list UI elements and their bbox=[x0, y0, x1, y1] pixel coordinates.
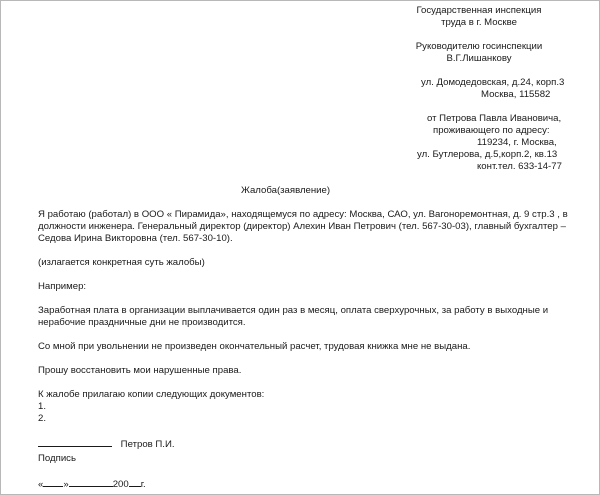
attachments-intro: К жалобе прилагаю копии следующих документов: bbox=[38, 389, 265, 400]
header-line-6: Москва, 115582 bbox=[481, 89, 551, 100]
header-line-7: от Петрова Павла Ивановича, bbox=[427, 113, 562, 124]
date-month-blank bbox=[69, 477, 113, 487]
header-line-10: ул. Бутлерова, д.5,корп.2, кв.13 bbox=[417, 149, 558, 160]
header-line-3: Руководителю госинспекции bbox=[415, 41, 543, 52]
para2-line-2: нерабочие праздничные дни не производится. bbox=[38, 317, 246, 328]
example-label: Например: bbox=[38, 281, 87, 292]
date-row bbox=[38, 477, 146, 491]
signature-label: Подпись bbox=[38, 453, 76, 464]
header-line-8: проживающего по адресу: bbox=[433, 125, 550, 136]
para1-line-1: Я работаю (работал) в ООО « Пирамида», находящемуся по адресу: Москва, САО, ул. Вагоноремонтная, д. 9 стр.3 , в bbox=[38, 209, 568, 220]
date-year: 200 bbox=[112, 479, 129, 490]
date-suffix: г. bbox=[140, 479, 146, 490]
attachment-item-1: 1. bbox=[38, 401, 47, 412]
complaint-note: (излагается конкретная суть жалобы) bbox=[38, 257, 205, 268]
header-line-9: 119234, г. Москва, bbox=[477, 137, 557, 148]
header-line-4: В.Г.Лишанкову bbox=[446, 53, 512, 64]
signature-blank bbox=[38, 437, 112, 447]
signature-line-row bbox=[38, 437, 175, 451]
header-line-11: конт.тел. 633-14-77 bbox=[477, 161, 562, 172]
para1-line-2: должности инженера. Генеральный директор (директор) Алехин Иван Петрович (тел. 567-30-03), главный бухгалтер – bbox=[38, 221, 566, 232]
date-open-quote: « bbox=[38, 479, 44, 490]
para3: Со мной при увольнении не произведен окончательный расчет, трудовая книжка мне не выдана. bbox=[38, 341, 471, 352]
para1-line-3: Седова Ирина Викторовна (тел. 567-30-10). bbox=[38, 233, 233, 244]
date-close-quote: » bbox=[63, 479, 69, 490]
header-line-2: труда в г. Москве bbox=[441, 17, 517, 28]
date-day-blank bbox=[43, 477, 63, 487]
date-year-blank bbox=[129, 477, 141, 487]
document-title: Жалоба(заявление) bbox=[241, 185, 331, 196]
attachment-item-2: 2. bbox=[38, 413, 47, 424]
header-line-5: ул. Домодедовская, д.24, корп.3 bbox=[421, 77, 565, 88]
header-line-1: Государственная инспекция bbox=[416, 5, 542, 16]
signer-name: Петров П.И. bbox=[120, 439, 175, 450]
para2-line-1: Заработная плата в организации выплачивается один раз в месяц, оплата сверхурочных, за работу в выходные и bbox=[38, 305, 549, 316]
para4: Прошу восстановить мои нарушенные права. bbox=[38, 365, 242, 376]
